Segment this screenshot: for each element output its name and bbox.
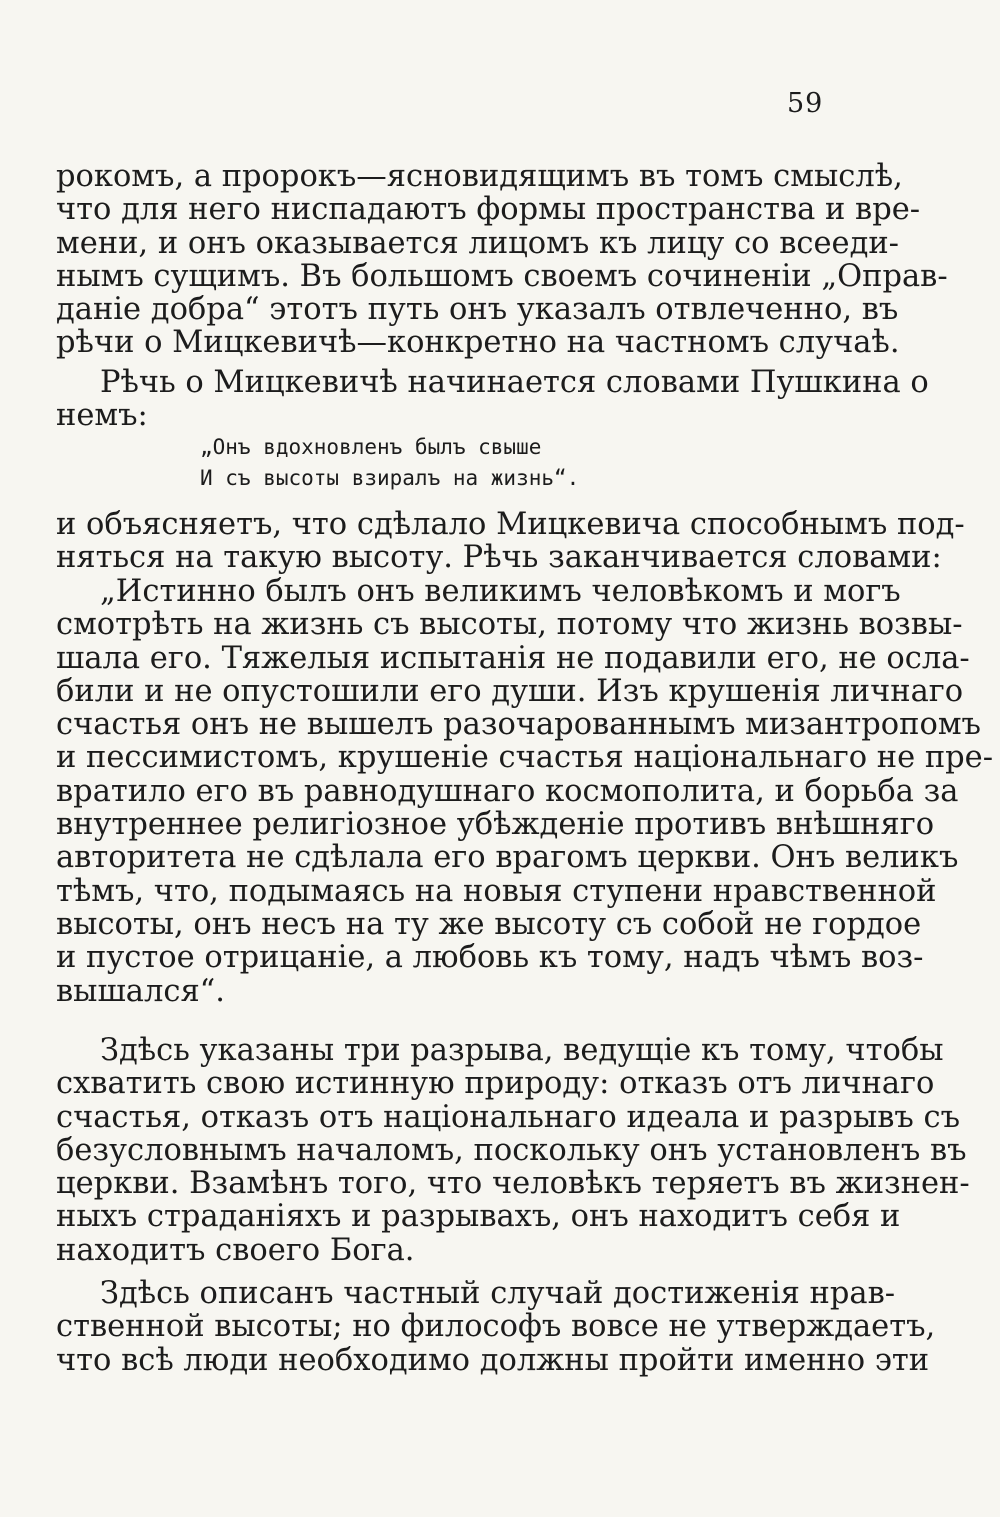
paragraph-2 [56, 365, 929, 434]
text-line: рѣчи о Мицкевичѣ—конкретно на частномъ случаѣ. [56, 325, 900, 361]
speech-quotation [56, 574, 994, 1009]
text-line: и пустое отрицаніе, а любовь къ тому, надъ чѣмъ воз- [56, 940, 924, 976]
text-line: вратило его въ равнодушнаго космополита, и борьба за [56, 773, 959, 809]
text-line: немъ: [56, 398, 148, 434]
paragraph-4 [56, 1033, 970, 1268]
text-line: Рѣчь о Мицкевичѣ начинается словами Пушкина о [100, 365, 929, 400]
text-line: внутреннее религіозное убѣжденіе противъ внѣшняго [56, 807, 935, 843]
text-line: безусловнымъ началомъ, поскольку онъ установленъ въ [56, 1132, 967, 1168]
text-line: ныхъ страданіяхъ и разрывахъ, онъ находитъ себя и [56, 1199, 901, 1235]
text-line: что всѣ люди необходимо должны пройти именно эти [56, 1342, 930, 1378]
text-line: били и не опустошили его души. Изъ крушенія личнаго [56, 673, 964, 709]
epigraph-quote [200, 432, 579, 494]
text-line: авторитета не сдѣлала его врагомъ церкви. Онъ великъ [56, 840, 959, 876]
text-line: высоты, онъ несъ на ту же высоту съ собой не гордое [56, 906, 922, 942]
paragraph-3 [56, 507, 965, 576]
text-line: находитъ своего Бога. [56, 1232, 415, 1268]
epigraph-line: „Онъ вдохновленъ былъ свыше [200, 435, 542, 459]
text-line: ственной высоты; но философъ вовсе не утверждаетъ, [56, 1309, 936, 1345]
text-line: и объясняетъ, что сдѣлало Мицкевича способнымъ под- [56, 507, 965, 542]
text-line: „Истинно былъ онъ великимъ человѣкомъ и могъ [100, 574, 901, 609]
text-line: Здѣсь описанъ частный случай достиженія нрав- [100, 1276, 896, 1311]
paragraph-1 [56, 159, 948, 361]
text-line: схватить свою истинную природу: отказъ отъ личнаго [56, 1066, 935, 1102]
text-line: и пессимистомъ, крушеніе счастья національнаго не пре- [56, 740, 994, 776]
paragraph-5 [56, 1276, 936, 1378]
text-line: Здѣсь указаны три разрыва, ведущіе къ тому, чтобы [100, 1033, 944, 1068]
text-line: смотрѣть на жизнь съ высоты, потому что жизнь возвы- [56, 607, 963, 643]
text-line: церкви. Взамѣнъ того, что человѣкъ теряетъ въ жизнен- [56, 1166, 970, 1202]
text-line: нымъ сущимъ. Въ большомъ своемъ сочиненіи „Оправ- [56, 258, 948, 294]
text-line: тѣмъ, что, подымаясь на новыя ступени нравственной [56, 873, 937, 909]
text-line: даніе добра“ этотъ путь онъ указалъ отвлеченно, въ [56, 292, 899, 328]
page-number: 59 [787, 88, 824, 119]
text-line: рокомъ, а пророкъ—ясновидящимъ въ томъ смыслѣ, [56, 159, 903, 194]
text-line: вышался“. [56, 973, 225, 1009]
text-line: шала его. Тяжелыя испытанія не подавили его, не осла- [56, 640, 970, 676]
text-line: мени, и онъ оказывается лицомъ къ лицу со всееди- [56, 225, 899, 261]
text-line: счастья, отказъ отъ національнаго идеала и разрывъ съ [56, 1099, 960, 1135]
text-line: счастья онъ не вышелъ разочарованнымъ мизантропомъ [56, 707, 981, 743]
epigraph-line: И съ высоты взиралъ на жизнь“. [200, 466, 580, 490]
text-line: няться на такую высоту. Рѣчь заканчивается словами: [56, 540, 942, 576]
text-line: что для него ниспадаютъ формы пространства и вре- [56, 192, 921, 228]
